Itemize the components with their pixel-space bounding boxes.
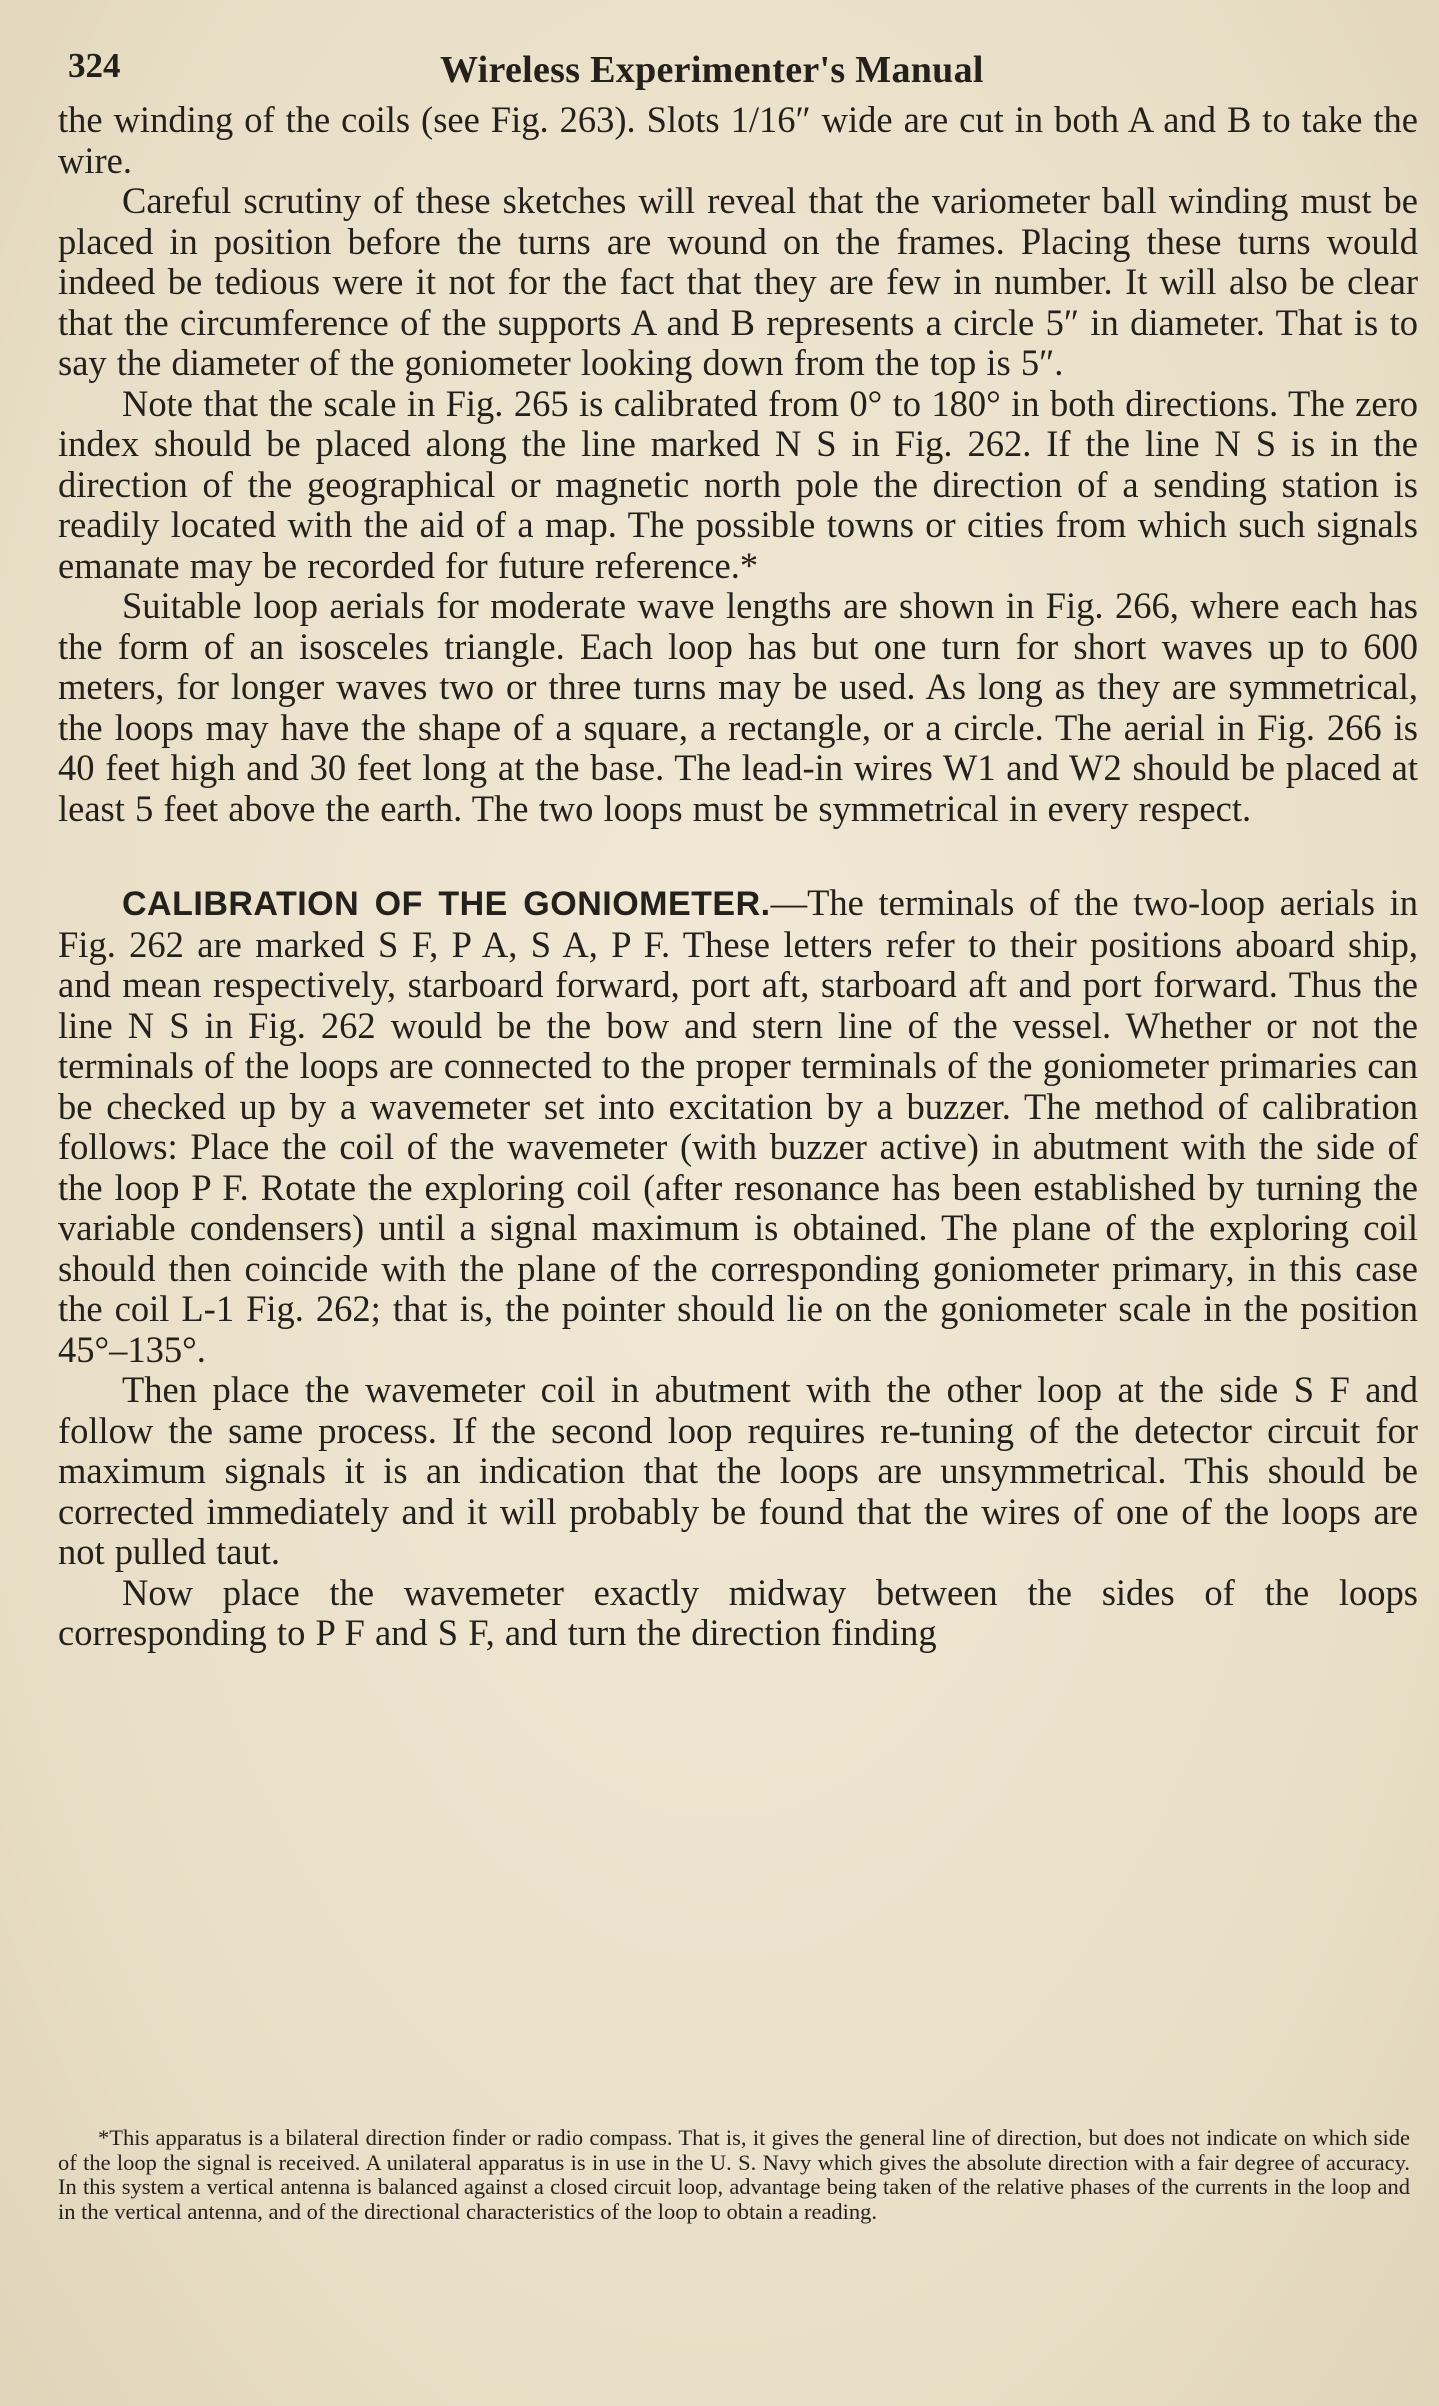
section-heading: CALIBRATION OF THE GONIOMETER. (122, 885, 771, 923)
footnote-text: *This apparatus is a bilateral direction finder or radio compass. That is, it gives the general line of direction, but does not indicate on which side of the loop the signal is received. A unilateral apparatus is in use in the U. S. Navy which gives the absolute direction with a fair degree of accuracy. In this system a vertical antenna is balanced against a closed circuit loop, advantage being taken of the relative phases of the currents in the loop and in the vertical antenna, and of the directional characteristics of the loop to obtain a reading. (58, 2125, 1410, 2224)
page-header (58, 40, 1419, 100)
paragraph-6: Then place the wavemeter coil in abutment with the other loop at the side S F and follow the same process. If the second loop requires re-tuning of the detector circuit for maximum signals it is an indication that the loops are unsymmetrical. This should be corrected immediately and it will probably be found that the wires of one of the loops are not pulled taut. (58, 1369, 1418, 1572)
footnote (58, 2126, 1410, 2224)
paragraph-4: Suitable loop aerials for moderate wave lengths are shown in Fig. 266, where each has the form of an isosceles triangle. Each loop has but one turn for short waves up to 600 meters, for longer waves two or three turns may be used. As long as they are symmetrical, the loops may have the shape of a square, a rectangle, or a circle. The aerial in Fig. 266 is 40 feet high and 30 feet long at the base. The lead-in wires W1 and W2 should be placed at least 5 feet above the earth. The two loops must be symmetrical in every respect. (58, 585, 1418, 829)
paragraph-1: the winding of the coils (see Fig. 263). Slots 1/16″ wide are cut in both A and B to take the wire. (58, 99, 1418, 181)
paragraph-3: Note that the scale in Fig. 265 is calibrated from 0° to 180° in both directions. The zero index should be placed along the line marked N S in Fig. 262. If the line N S is in the direction of the geographical or magnetic north pole the direction of a sending station is readily located with the aid of a map. The possible towns or cities from which such signals emanate may be recorded for future reference.* (58, 382, 1418, 586)
paragraph-2: Careful scrutiny of these sketches will reveal that the variometer ball winding must be placed in position before the turns are wound on the frames. Placing these turns would indeed be tedious were it not for the fact that they are few in number. It will also be clear that the circumference of the supports A and B represents a circle 5″ in diameter. That is to say the diameter of the goniometer looking down from the top is 5″. (58, 180, 1418, 383)
footnote-indent (58, 2125, 98, 2150)
body-text (58, 100, 1418, 1654)
paragraph-5-text: —The terminals of the two-loop aerials in Fig. 262 are marked S F, P A, S A, P F. These letters refer to their positions aboard ship, and mean respectively, starboard forward, port aft, starboard aft and port forward. Thus the line N S in Fig. 262 would be the bow and stern line of the vessel. Whether or not the terminals of the loops are connected to the proper terminals of the goniometer primaries can be checked up by a wavemeter set into excitation by a buzzer. The method of calibration follows: Place the coil of the wavemeter (with buzzer active) in abutment with the side of the loop P F. Rotate the exploring coil (after resonance has been established by turning the variable condensers) until a signal maximum is obtained. The plane of the exploring coil should then coincide with the plane of the corresponding goniometer primary, in this case the coil L-1 Fig. 262; that is, the pointer should lie on the goniometer scale in the position 45°–135°. (58, 882, 1418, 1370)
running-title: Wireless Experimenter's Manual (440, 49, 984, 91)
paragraph-5 (58, 883, 1418, 1370)
page-number: 324 (68, 46, 121, 85)
paragraph-7: Now place the wavemeter exactly midway between the sides of the loops corresponding to P F and S F, and turn the direction finding (58, 1571, 1418, 1653)
section-gap (58, 829, 1418, 883)
